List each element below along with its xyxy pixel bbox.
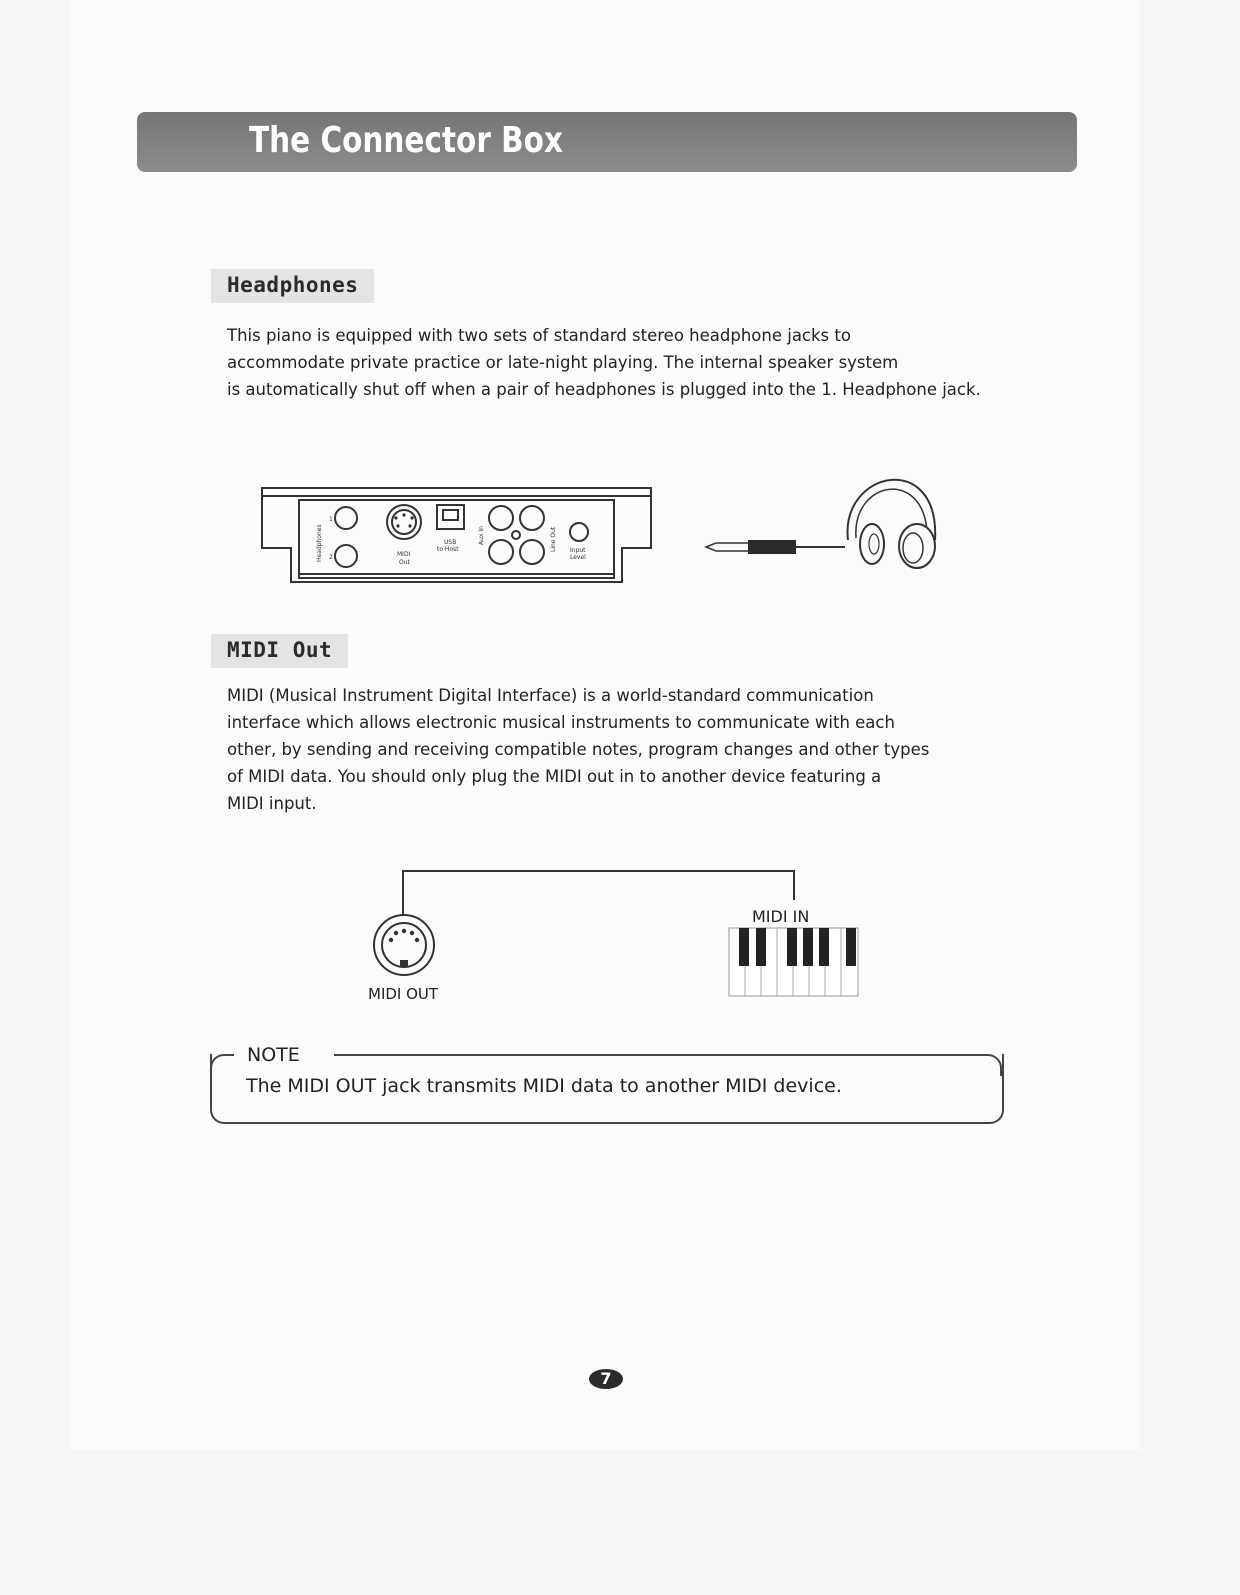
paragraph-line: MIDI (Musical Instrument Digital Interface) is a world-standard communication <box>227 686 874 705</box>
note-label: NOTE <box>247 1044 300 1066</box>
line-out-jack-icon <box>520 506 544 530</box>
panel-label-jack-2: 2 <box>329 554 333 561</box>
paragraph-line: is automatically shut off when a pair of headphones is plugged into the 1. Headphone jack. <box>227 380 981 399</box>
paragraph-line: other, by sending and receiving compatible notes, program changes and other types <box>227 740 930 759</box>
paragraph-line: of MIDI data. You should only plug the MIDI out in to another device featuring a <box>227 767 882 786</box>
panel-label-line-out: Line Out <box>550 526 557 552</box>
paragraph-line: accommodate private practice or late-night playing. The internal speaker system <box>227 353 899 372</box>
note-box-top-right <box>334 1054 1002 1076</box>
note-box-top-left <box>210 1054 234 1076</box>
note-text: The MIDI OUT jack transmits MIDI data to another MIDI device. <box>246 1075 842 1097</box>
input-level-knob-icon <box>570 523 588 541</box>
panel-label-usb-host: to Host <box>437 546 459 553</box>
aux-in-jack-icon <box>489 506 513 530</box>
usb-port-icon <box>437 505 464 529</box>
section-heading-midi-out: MIDI Out <box>211 634 348 668</box>
panel-label-input: Input <box>570 547 586 554</box>
midi-out-label: MIDI OUT <box>368 985 439 1003</box>
headphone-plug-icon <box>706 543 750 551</box>
panel-label-usb: USB <box>444 539 457 546</box>
paragraph-line: MIDI input. <box>227 794 317 813</box>
midi-pins-small <box>394 513 413 527</box>
paragraph-line: interface which allows electronic musical instruments to communicate with each <box>227 713 895 732</box>
midi-in-label: MIDI IN <box>752 907 810 926</box>
page-number: 7 <box>589 1369 623 1389</box>
panel-label-jack-1: 1 <box>329 516 333 523</box>
section-heading-headphones: Headphones <box>211 269 374 303</box>
headphone-jack-2-icon <box>335 545 357 567</box>
panel-label-headphones: Headphones <box>316 524 323 562</box>
panel-label-midi-out: Out <box>399 559 410 566</box>
midi-cable-line <box>403 871 794 915</box>
headphone-jack-1-icon <box>335 507 357 529</box>
page-title: The Connector Box <box>249 120 563 161</box>
panel-label-aux-in: Aux In <box>478 526 485 545</box>
headphone-earcup-left-icon <box>860 524 884 564</box>
keyboard-icon <box>729 928 858 996</box>
headphones-illustration <box>706 480 935 568</box>
paragraph-line: This piano is equipped with two sets of standard stereo headphone jacks to <box>227 326 851 345</box>
midi-connection-diagram <box>368 871 858 1003</box>
panel-label-level: Level <box>570 554 586 561</box>
panel-label-midi: MIDI <box>397 551 411 558</box>
